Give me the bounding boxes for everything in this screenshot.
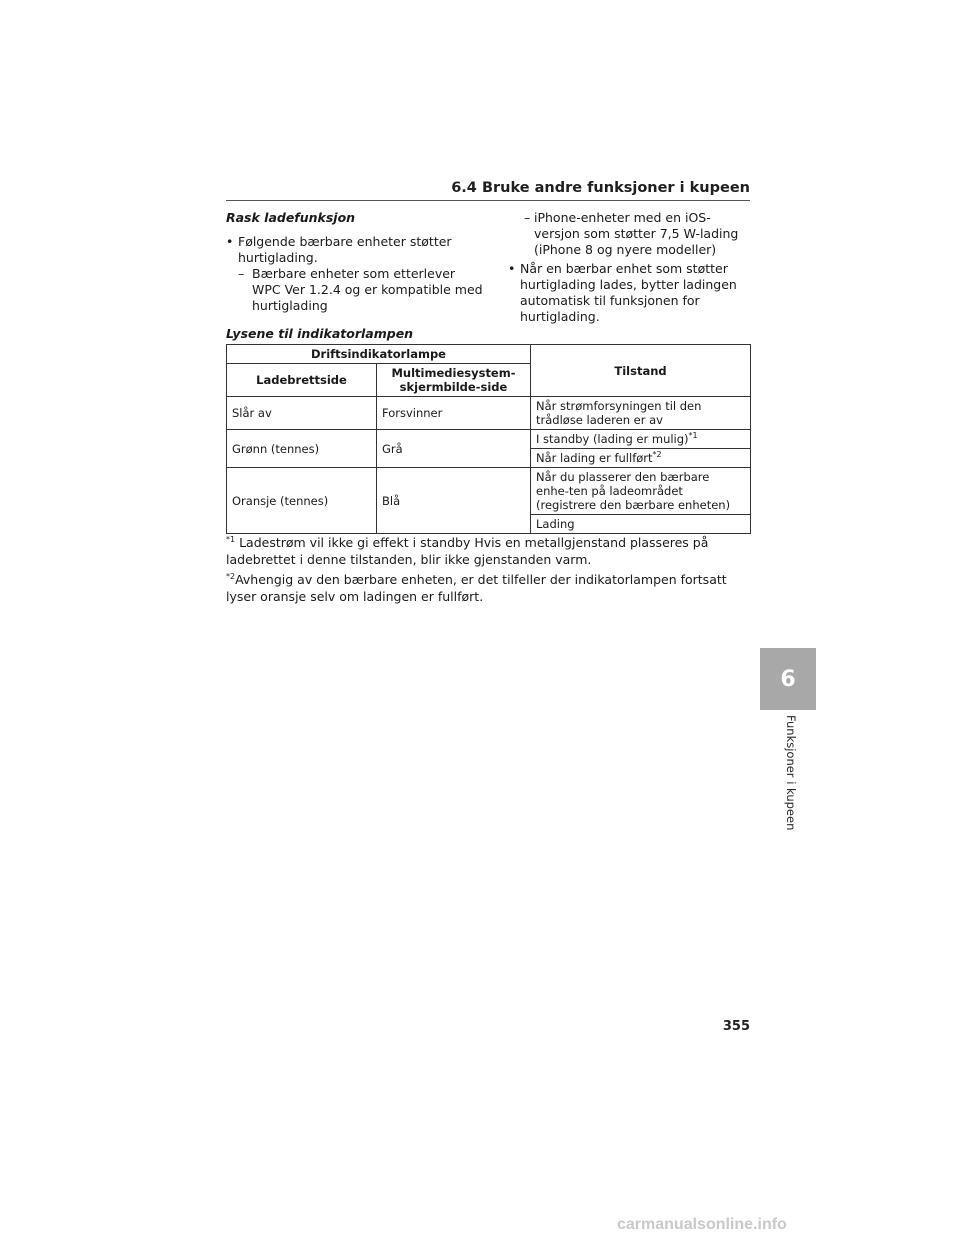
header-status: Tilstand: [531, 345, 751, 397]
right-column: [502, 210, 752, 325]
wpc-devices-item: [226, 266, 486, 314]
header-charging-tray: Ladebrettside: [227, 364, 377, 397]
footnote-ref: *2: [652, 450, 662, 460]
screen-indicator-cell: Forsvinner: [377, 397, 531, 430]
table-row: [227, 430, 751, 449]
footnote-text: Avhengig av den bærbare enheten, er det tilfeller der indikatorlampen fortsatt lyser oransje selv om ladingen er fullført.: [226, 572, 727, 604]
iphone-devices-item: [502, 210, 752, 258]
status-cell: [531, 449, 751, 468]
status-cell: Når strømforsyningen til den trådløse laderen er av: [531, 397, 751, 430]
table-row: [227, 468, 751, 515]
bullet-text: Når en bærbar enhet som støtter hurtiglading lades, bytter ladingen automatisk til funksjonen for hurtiglading.: [520, 261, 737, 324]
sub-text: iPhone-enheter med en iOS-versjon som støtter 7,5 W-lading (iPhone 8 og nyere modeller): [534, 210, 739, 257]
tray-light-cell: Oransje (tennes): [227, 468, 377, 534]
sub-text: Bærbare enheter som etterlever WPC Ver 1.2.4 og er kompatible med hurtiglading: [252, 266, 483, 313]
watermark: carmanualsonline.info: [617, 1216, 787, 1233]
bullet-dot: •: [226, 234, 234, 249]
status-cell: [531, 430, 751, 449]
status-text: Når lading er fullført: [536, 451, 653, 465]
footnote-text: Ladestrøm vil ikke gi effekt i standby Hvis en metallgjenstand plasseres på ladebrettet i denne tilstanden, blir ikke gjenstanden varm.: [226, 535, 709, 567]
rapid-charge-heading: Rask ladefunksjon: [226, 210, 356, 225]
status-cell: Lading: [531, 515, 751, 534]
status-text: I standby (lading er mulig): [536, 432, 689, 446]
header-multimedia-screen: Multimediesystem-skjermbilde-side: [377, 364, 531, 397]
status-cell: Når du plasserer den bærbare enhe-ten på ladeområdet (registrere den bærbare enheten): [531, 468, 751, 515]
footnote-mark: *2: [226, 571, 236, 581]
screen-indicator-cell: Grå: [377, 430, 531, 468]
tray-light-cell: Slår av: [227, 397, 377, 430]
bullet-dot: •: [508, 261, 516, 276]
table-title: Lysene til indikatorlampen: [226, 326, 414, 341]
table-header-row: [227, 345, 751, 364]
chapter-number-tab[interactable]: 6: [760, 648, 816, 710]
bullet-text: Følgende bærbare enheter støtter hurtiglading.: [238, 234, 452, 265]
table-row: [227, 397, 751, 430]
footnote-2: [226, 571, 752, 605]
header-rule: [226, 200, 750, 201]
screen-indicator-cell: Blå: [377, 468, 531, 534]
page-number: 355: [722, 1019, 750, 1034]
footnote-ref: *1: [688, 431, 698, 441]
indicator-table: [226, 344, 751, 534]
footnote-1: [226, 534, 752, 568]
tray-light-cell: Grønn (tennes): [227, 430, 377, 468]
section-header: 6.4 Bruke andre funksjoner i kupeen: [451, 180, 750, 196]
header-indicator-group: Driftsindikatorlampe: [227, 345, 531, 364]
dash-marker: –: [238, 266, 245, 281]
chapter-label: Funksjoner i kupeen: [784, 715, 798, 831]
auto-switch-bullet: [502, 261, 752, 325]
supported-devices-bullet: [226, 234, 486, 266]
left-column: [226, 210, 486, 314]
dash-marker: –: [524, 210, 531, 225]
footnote-mark: *1: [226, 534, 236, 544]
